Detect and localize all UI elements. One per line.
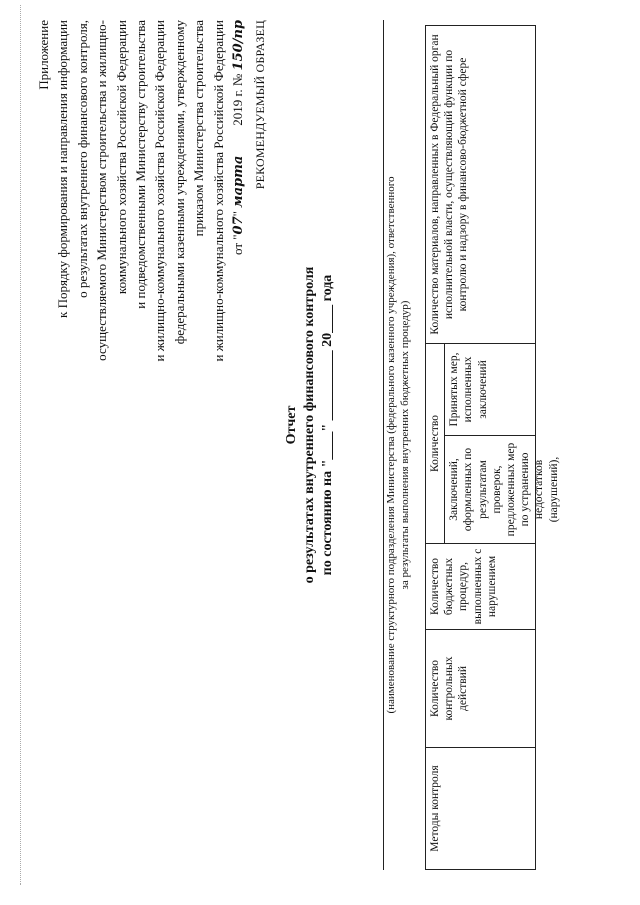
appendix-line: и жилищно-коммунального хозяйства Российской Федерации bbox=[210, 20, 226, 362]
recommended-sample-label: РЕКОМЕНДУЕМЫЙ ОБРАЗЕЦ bbox=[253, 20, 267, 190]
report-date-line: по состоянию на "____" __________ 20____ года bbox=[320, 274, 335, 576]
report-title-block bbox=[283, 225, 337, 625]
appendix-block bbox=[34, 20, 248, 361]
header-control-actions: Количество контрольных действий bbox=[426, 630, 536, 748]
report-subtitle: о результатах внутреннего финансового контроля bbox=[302, 266, 317, 584]
header-quantity-group: Количество bbox=[426, 344, 445, 544]
header-measures-taken: Принятых мер, исполненных заключений bbox=[445, 344, 536, 436]
order-day: 07 bbox=[231, 216, 247, 235]
report-table bbox=[425, 25, 560, 870]
appendix-line: федеральными казенными учреждениями, утвержденному bbox=[171, 20, 187, 345]
appendix-line: коммунального хозяйства Российской Федерации bbox=[113, 20, 129, 295]
order-month: марта bbox=[231, 155, 247, 208]
order-year: 2019 г. № bbox=[230, 73, 246, 126]
order-date-line: от "07" марта2019 г. № 150/пр bbox=[230, 20, 247, 256]
appendix-line: Приложение bbox=[36, 20, 51, 90]
report-title: Отчет bbox=[284, 405, 299, 445]
order-number: 150 bbox=[231, 43, 247, 71]
appendix-line: и жилищно-коммунального хозяйства Российской Федерации bbox=[152, 20, 168, 362]
appendix-line: приказом Министерства строительства bbox=[191, 20, 207, 237]
appendix-line: и подведомственными Министерству строительства bbox=[133, 20, 149, 309]
appendix-line: к Порядку формирования и направления информации bbox=[55, 20, 71, 318]
header-procedures-violations: Количество бюджетных процедур, выполненных с нарушением bbox=[426, 544, 536, 630]
header-methods: Методы контроля bbox=[426, 748, 536, 870]
date-prefix: от " bbox=[230, 234, 246, 256]
org-name-caption: (наименование структурного подразделения Министерства (федерального казенного учреждения), ответственного за результаты выполнения внутренних бюджетных процедур) bbox=[385, 176, 411, 714]
appendix-line: осуществляемого Министерством строительства и жилищно- bbox=[94, 20, 110, 361]
page-edge-mark bbox=[20, 5, 21, 885]
header-materials-sent: Количество материалов, направленных в Федеральный орган исполнительной власти, осуществляющий функции по контролю и надзору в финансово-бюджетной сфере bbox=[426, 26, 536, 344]
order-number-suffix: /пр bbox=[231, 20, 247, 44]
appendix-line: о результатах внутреннего финансового контроля, bbox=[74, 20, 90, 298]
report-table-wrapper bbox=[425, 25, 560, 870]
header-conclusions: Заключений, оформленных по результатам проверок, предложенных мер по устранению недостатков (нарушений), bbox=[445, 436, 536, 544]
